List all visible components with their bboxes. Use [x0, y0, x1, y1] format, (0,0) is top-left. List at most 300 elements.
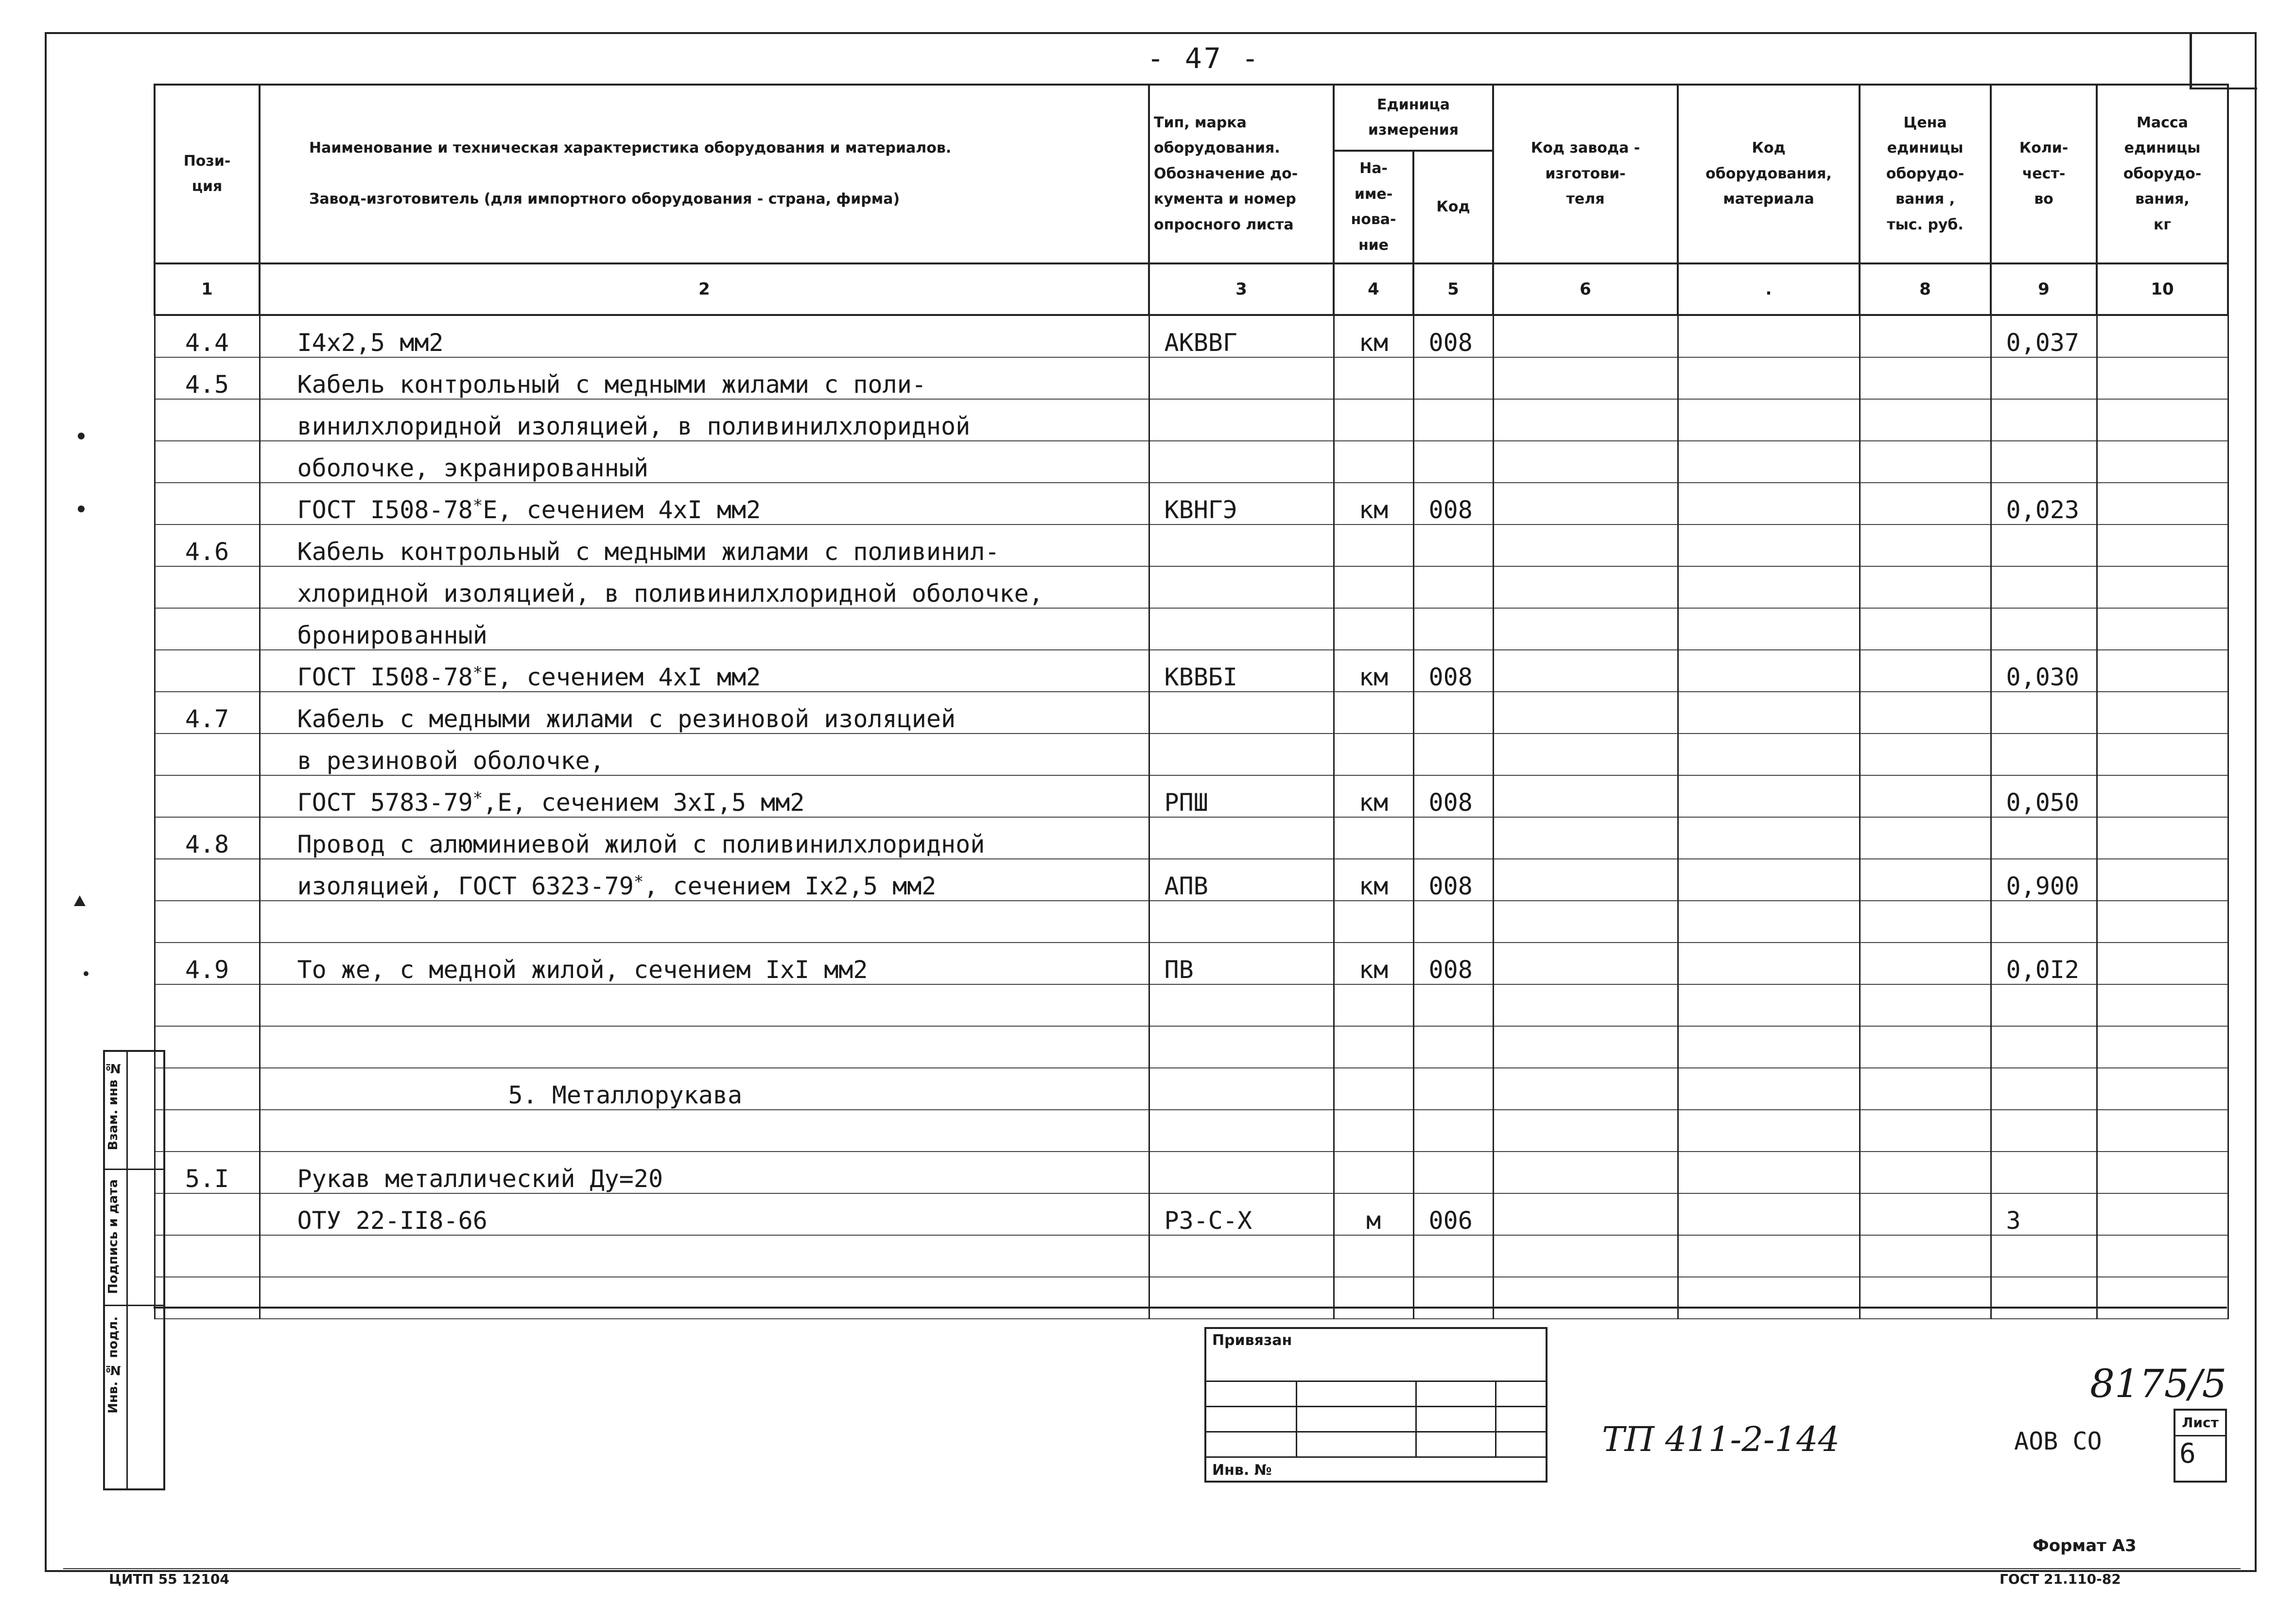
- table-row: [155, 357, 2228, 399]
- cell-pos: 4.4: [155, 315, 260, 357]
- cell-f7: [1678, 1193, 1860, 1235]
- cell-name: Кабель контрольный с медными жилами с поливинил-: [260, 524, 1149, 566]
- cell-unit: [1334, 1152, 1413, 1193]
- table-row: [155, 1152, 2228, 1193]
- cell-code: [1413, 901, 1493, 943]
- section-code: АОВ СО: [2014, 1427, 2102, 1455]
- cell-f7: [1678, 1110, 1860, 1152]
- cell-qty: [1991, 524, 2097, 566]
- cell-f10: [2097, 859, 2228, 901]
- cell-type: [1149, 524, 1334, 566]
- attachment-vline: [1296, 1381, 1297, 1456]
- cell-f10: [2097, 943, 2228, 984]
- cell-f10: [2097, 315, 2228, 357]
- cell-f8: [1860, 817, 1991, 859]
- header-factory-code-text: Код завода - изготови- теля: [1531, 140, 1640, 208]
- cell-qty: [1991, 1235, 2097, 1277]
- cell-name: 5. Металлорукава: [260, 1068, 1149, 1110]
- header-equipment-code: [1678, 85, 1860, 263]
- cell-name: Кабель контрольный с медными жилами с поли-: [260, 357, 1149, 399]
- header-factory-code: [1493, 85, 1678, 263]
- cell-type: [1149, 1277, 1334, 1319]
- cell-qty: [1991, 734, 2097, 775]
- stamp-label-original-inventory: Инв. № подл.: [106, 1316, 121, 1414]
- cell-f8: [1860, 650, 1991, 692]
- cell-pos: [155, 775, 260, 817]
- cell-type: РЗ-С-Х: [1149, 1193, 1334, 1235]
- cell-qty: 0,050: [1991, 775, 2097, 817]
- cell-pos: [155, 399, 260, 441]
- column-number: 9: [1991, 263, 2097, 315]
- table-row: [155, 1235, 2228, 1277]
- cell-code: 008: [1413, 859, 1493, 901]
- column-number: 8: [1860, 263, 1991, 315]
- cell-qty: 0,037: [1991, 315, 2097, 357]
- cell-code: 008: [1413, 775, 1493, 817]
- cell-f8: [1860, 734, 1991, 775]
- cell-type: [1149, 817, 1334, 859]
- cell-f8: [1860, 1235, 1991, 1277]
- cell-pos: [155, 1110, 260, 1152]
- cell-unit: [1334, 901, 1413, 943]
- table-row: [155, 1193, 2228, 1235]
- cell-name: винилхлоридной изоляцией, в поливинилхлоридной: [260, 399, 1149, 441]
- cell-f10: [2097, 650, 2228, 692]
- cell-type: КВВБI: [1149, 650, 1334, 692]
- cell-qty: [1991, 441, 2097, 483]
- cell-f10: [2097, 1193, 2228, 1235]
- cell-code: [1413, 692, 1493, 734]
- cell-f8: [1860, 775, 1991, 817]
- cell-f10: [2097, 399, 2228, 441]
- cell-f8: [1860, 1277, 1991, 1319]
- cell-f6: [1493, 901, 1678, 943]
- cell-f6: [1493, 1026, 1678, 1068]
- cell-f6: [1493, 524, 1678, 566]
- cell-f10: [2097, 692, 2228, 734]
- asterisk-mark: *: [472, 496, 483, 515]
- cell-f10: [2097, 483, 2228, 524]
- paper-format: Формат А3: [2033, 1536, 2137, 1556]
- cell-f7: [1678, 650, 1860, 692]
- cell-pos: [155, 734, 260, 775]
- table-row: [155, 566, 2228, 608]
- cell-f10: [2097, 1235, 2228, 1277]
- cell-name: ГОСТ 5783-79*,Е, сечением 3хI,5 мм2: [260, 775, 1149, 817]
- cell-f6: [1493, 399, 1678, 441]
- stamp-divider: [126, 1052, 128, 1488]
- cell-code: [1413, 1026, 1493, 1068]
- cell-f6: [1493, 1193, 1678, 1235]
- cell-f6: [1493, 859, 1678, 901]
- cell-pos: [155, 1277, 260, 1319]
- cell-f10: [2097, 1277, 2228, 1319]
- cell-type: [1149, 984, 1334, 1026]
- cell-unit: [1334, 817, 1413, 859]
- footer-left-code: ЦИТП 55 12104: [109, 1571, 229, 1587]
- cell-qty: [1991, 608, 2097, 650]
- stamp-label-signature-date: Подпись и дата: [106, 1179, 121, 1294]
- cell-unit: [1334, 1068, 1413, 1110]
- cell-f7: [1678, 984, 1860, 1026]
- cell-name: ГОСТ I508-78*Е, сечением 4хI мм2: [260, 650, 1149, 692]
- cell-qty: [1991, 1068, 2097, 1110]
- table-row: [155, 399, 2228, 441]
- cell-f8: [1860, 1026, 1991, 1068]
- cell-type: [1149, 692, 1334, 734]
- cell-pos: [155, 441, 260, 483]
- cell-name: [260, 1110, 1149, 1152]
- cell-unit: [1334, 608, 1413, 650]
- cell-f8: [1860, 901, 1991, 943]
- cell-f6: [1493, 817, 1678, 859]
- cell-pos: [155, 608, 260, 650]
- table-row: [155, 1110, 2228, 1152]
- cell-f8: [1860, 943, 1991, 984]
- cell-f8: [1860, 1068, 1991, 1110]
- cell-f8: [1860, 483, 1991, 524]
- header-unit-code: [1413, 151, 1493, 263]
- cell-unit: [1334, 441, 1413, 483]
- cell-type: АПВ: [1149, 859, 1334, 901]
- cell-f7: [1678, 859, 1860, 901]
- cell-code: [1413, 1068, 1493, 1110]
- cell-f8: [1860, 608, 1991, 650]
- cell-type: [1149, 441, 1334, 483]
- cell-unit: км: [1334, 650, 1413, 692]
- cell-unit: км: [1334, 315, 1413, 357]
- attachment-line: [1206, 1456, 1546, 1458]
- cell-f6: [1493, 608, 1678, 650]
- cell-qty: [1991, 399, 2097, 441]
- cell-type: [1149, 901, 1334, 943]
- cell-f6: [1493, 441, 1678, 483]
- cell-f8: [1860, 399, 1991, 441]
- cell-code: [1413, 1277, 1493, 1319]
- header-name: [260, 85, 1149, 263]
- cell-qty: 3: [1991, 1193, 2097, 1235]
- cell-code: 008: [1413, 483, 1493, 524]
- cell-pos: [155, 1193, 260, 1235]
- cell-type: АКВВГ: [1149, 315, 1334, 357]
- cell-f7: [1678, 315, 1860, 357]
- cell-name: I4x2,5 мм2: [260, 315, 1149, 357]
- cell-unit: км: [1334, 859, 1413, 901]
- stamp-label-replaced-inventory: Взам. инв №: [106, 1061, 121, 1151]
- cell-f10: [2097, 734, 2228, 775]
- cell-code: [1413, 566, 1493, 608]
- cell-qty: 0,030: [1991, 650, 2097, 692]
- header-name-text: Наименование и техническая характеристика оборудования и материалов. Завод-изготовитель (для импортного оборудования - страна, фирма): [309, 140, 952, 208]
- cell-pos: [155, 483, 260, 524]
- cell-f7: [1678, 901, 1860, 943]
- table-row: [155, 441, 2228, 483]
- cell-f7: [1678, 608, 1860, 650]
- cell-f6: [1493, 1110, 1678, 1152]
- cell-unit: [1334, 1235, 1413, 1277]
- header-type: [1149, 85, 1334, 263]
- cell-f7: [1678, 566, 1860, 608]
- table-row: [155, 901, 2228, 943]
- cell-name: Кабель с медными жилами с резиновой изоляцией: [260, 692, 1149, 734]
- cell-pos: 5.I: [155, 1152, 260, 1193]
- cell-code: 008: [1413, 943, 1493, 984]
- cell-code: [1413, 608, 1493, 650]
- cell-unit: [1334, 399, 1413, 441]
- cell-unit: [1334, 1277, 1413, 1319]
- table-row: [155, 692, 2228, 734]
- header-quantity-text: Коли- чест- во: [2019, 140, 2069, 208]
- cell-qty: [1991, 1277, 2097, 1319]
- cell-code: [1413, 817, 1493, 859]
- cell-f8: [1860, 357, 1991, 399]
- cell-f10: [2097, 441, 2228, 483]
- cell-type: РПШ: [1149, 775, 1334, 817]
- cell-pos: 4.6: [155, 524, 260, 566]
- cell-pos: 4.7: [155, 692, 260, 734]
- cell-code: [1413, 1152, 1493, 1193]
- attachment-title: Привязан: [1212, 1332, 1292, 1349]
- cell-f8: [1860, 692, 1991, 734]
- cell-f10: [2097, 984, 2228, 1026]
- cell-unit: [1334, 1026, 1413, 1068]
- table-row: [155, 984, 2228, 1026]
- cell-f7: [1678, 1152, 1860, 1193]
- cell-f10: [2097, 1068, 2228, 1110]
- table-row: [155, 483, 2228, 524]
- cell-qty: [1991, 357, 2097, 399]
- table-row: [155, 650, 2228, 692]
- cell-unit: км: [1334, 943, 1413, 984]
- cell-type: [1149, 357, 1334, 399]
- cell-f10: [2097, 357, 2228, 399]
- header-mass-text: Масса единицы оборудо- вания, кг: [2123, 114, 2202, 233]
- cell-unit: км: [1334, 483, 1413, 524]
- attachment-block: [1204, 1327, 1548, 1483]
- cell-f6: [1493, 357, 1678, 399]
- header-position: [155, 85, 260, 263]
- cell-f10: [2097, 1152, 2228, 1193]
- cell-f8: [1860, 315, 1991, 357]
- column-number: 3: [1149, 263, 1334, 315]
- header-quantity: [1991, 85, 2097, 263]
- cell-f6: [1493, 1068, 1678, 1110]
- cell-type: [1149, 1068, 1334, 1110]
- approval-stamp-strip: [103, 1050, 165, 1490]
- cell-name: хлоридной изоляцией, в поливинилхлоридной оболочке,: [260, 566, 1149, 608]
- cell-code: [1413, 441, 1493, 483]
- cell-qty: [1991, 1152, 2097, 1193]
- cell-f6: [1493, 734, 1678, 775]
- table-row: [155, 859, 2228, 901]
- cell-code: [1413, 399, 1493, 441]
- cell-type: [1149, 1235, 1334, 1277]
- cell-f10: [2097, 817, 2228, 859]
- cell-code: 008: [1413, 650, 1493, 692]
- cell-f7: [1678, 399, 1860, 441]
- specification-body: [155, 315, 2228, 1319]
- table-row: [155, 1277, 2228, 1319]
- cell-qty: 0,0I2: [1991, 943, 2097, 984]
- table-bottom-line: [154, 1307, 2227, 1309]
- cell-code: [1413, 524, 1493, 566]
- cell-pos: [155, 984, 260, 1026]
- stamp-separator: [105, 1169, 163, 1170]
- cell-f10: [2097, 775, 2228, 817]
- cell-f8: [1860, 566, 1991, 608]
- cell-f6: [1493, 650, 1678, 692]
- cell-qty: [1991, 566, 2097, 608]
- cell-f7: [1678, 1277, 1860, 1319]
- cell-type: [1149, 1026, 1334, 1068]
- cell-f6: [1493, 692, 1678, 734]
- cell-pos: [155, 1026, 260, 1068]
- sheet-box: [2174, 1409, 2227, 1483]
- cell-f7: [1678, 483, 1860, 524]
- cell-qty: 0,900: [1991, 859, 2097, 901]
- table-row: [155, 943, 2228, 984]
- cell-f6: [1493, 1277, 1678, 1319]
- cell-name: Провод с алюминиевой жилой с поливинилхлоридной: [260, 817, 1149, 859]
- cell-pos: [155, 650, 260, 692]
- cell-type: [1149, 399, 1334, 441]
- table-row: [155, 608, 2228, 650]
- cell-f6: [1493, 943, 1678, 984]
- column-number: 6: [1493, 263, 1678, 315]
- cell-f6: [1493, 315, 1678, 357]
- cell-f10: [2097, 524, 2228, 566]
- cell-pos: [155, 1068, 260, 1110]
- cell-name: ГОСТ I508-78*Е, сечением 4хI мм2: [260, 483, 1149, 524]
- margin-mark-2: [78, 506, 85, 512]
- cell-f7: [1678, 734, 1860, 775]
- header-unit-group-text: Единица измерения: [1368, 96, 1459, 139]
- table-row: [155, 775, 2228, 817]
- cell-code: 006: [1413, 1193, 1493, 1235]
- cell-f6: [1493, 984, 1678, 1026]
- project-code: ТП 411-2-144: [1602, 1419, 1840, 1459]
- cell-f7: [1678, 1026, 1860, 1068]
- cell-f10: [2097, 608, 2228, 650]
- cell-type: [1149, 1152, 1334, 1193]
- cell-qty: [1991, 817, 2097, 859]
- cell-f8: [1860, 984, 1991, 1026]
- table-row: [155, 524, 2228, 566]
- cell-f8: [1860, 1152, 1991, 1193]
- column-numbers-row: [155, 263, 2228, 315]
- cell-code: [1413, 357, 1493, 399]
- table-row: [155, 1026, 2228, 1068]
- attachment-vline: [1495, 1381, 1496, 1456]
- stamp-separator: [105, 1305, 163, 1306]
- cell-f10: [2097, 1110, 2228, 1152]
- cell-type: [1149, 566, 1334, 608]
- cell-name: ОТУ 22-II8-66: [260, 1193, 1149, 1235]
- top-right-corner-box: [2190, 34, 2257, 89]
- asterisk-mark: *: [472, 788, 483, 808]
- column-number: 10: [2097, 263, 2228, 315]
- cell-qty: [1991, 984, 2097, 1026]
- cell-code: [1413, 1235, 1493, 1277]
- cell-type: [1149, 608, 1334, 650]
- cell-type: [1149, 734, 1334, 775]
- specification-table: [154, 84, 2229, 1319]
- cell-f6: [1493, 775, 1678, 817]
- cell-pos: 4.5: [155, 357, 260, 399]
- cell-f8: [1860, 859, 1991, 901]
- cell-pos: [155, 566, 260, 608]
- cell-name: [260, 1277, 1149, 1319]
- cell-name: То же, с медной жилой, сечением IхI мм2: [260, 943, 1149, 984]
- header-unit-group: [1334, 85, 1493, 151]
- cell-code: [1413, 734, 1493, 775]
- cell-f10: [2097, 901, 2228, 943]
- cell-f7: [1678, 692, 1860, 734]
- asterisk-mark: *: [472, 663, 483, 682]
- cell-f7: [1678, 1235, 1860, 1277]
- cell-unit: [1334, 357, 1413, 399]
- cell-f6: [1493, 483, 1678, 524]
- cell-name: [260, 901, 1149, 943]
- cell-f7: [1678, 1068, 1860, 1110]
- cell-code: [1413, 1110, 1493, 1152]
- column-number: 1: [155, 263, 260, 315]
- document-number: 8175/5: [2090, 1361, 2227, 1406]
- cell-unit: [1334, 1110, 1413, 1152]
- column-number: 5: [1413, 263, 1493, 315]
- cell-qty: 0,023: [1991, 483, 2097, 524]
- cell-f8: [1860, 1110, 1991, 1152]
- cell-qty: [1991, 692, 2097, 734]
- cell-f7: [1678, 357, 1860, 399]
- cell-name: Рукав металлический Ду=20: [260, 1152, 1149, 1193]
- cell-type: КВНГЭ: [1149, 483, 1334, 524]
- table-row: [155, 817, 2228, 859]
- cell-unit: км: [1334, 775, 1413, 817]
- cell-name: изоляцией, ГОСТ 6323-79*, сечением Iх2,5 мм2: [260, 859, 1149, 901]
- cell-f7: [1678, 943, 1860, 984]
- asterisk-mark: *: [633, 872, 644, 891]
- sheet-label: Лист: [2175, 1411, 2225, 1436]
- cell-unit: [1334, 566, 1413, 608]
- cell-name: бронированный: [260, 608, 1149, 650]
- cell-qty: [1991, 1026, 2097, 1068]
- cell-f8: [1860, 441, 1991, 483]
- cell-code: [1413, 984, 1493, 1026]
- cell-unit: [1334, 984, 1413, 1026]
- cell-f7: [1678, 441, 1860, 483]
- cell-pos: [155, 1235, 260, 1277]
- cell-f8: [1860, 524, 1991, 566]
- cell-type: ПВ: [1149, 943, 1334, 984]
- cell-type: [1149, 1110, 1334, 1152]
- margin-mark-1: [78, 433, 85, 439]
- cell-pos: [155, 859, 260, 901]
- attachment-inventory-label: Инв. №: [1212, 1462, 1272, 1479]
- cell-f8: [1860, 1193, 1991, 1235]
- header-unit-name: [1334, 151, 1413, 263]
- column-number: 2: [260, 263, 1149, 315]
- margin-mark-3: [84, 971, 88, 976]
- table-row: [155, 315, 2228, 357]
- cell-f6: [1493, 566, 1678, 608]
- cell-pos: 4.9: [155, 943, 260, 984]
- footer-rule: [63, 1568, 2241, 1569]
- header-unit-code-text: Код: [1436, 198, 1470, 215]
- header-type-text: Тип, марка оборудования. Обозначение до- кумента и номер опросного листа: [1154, 114, 1298, 233]
- attachment-vline: [1415, 1381, 1417, 1456]
- table-row: [155, 734, 2228, 775]
